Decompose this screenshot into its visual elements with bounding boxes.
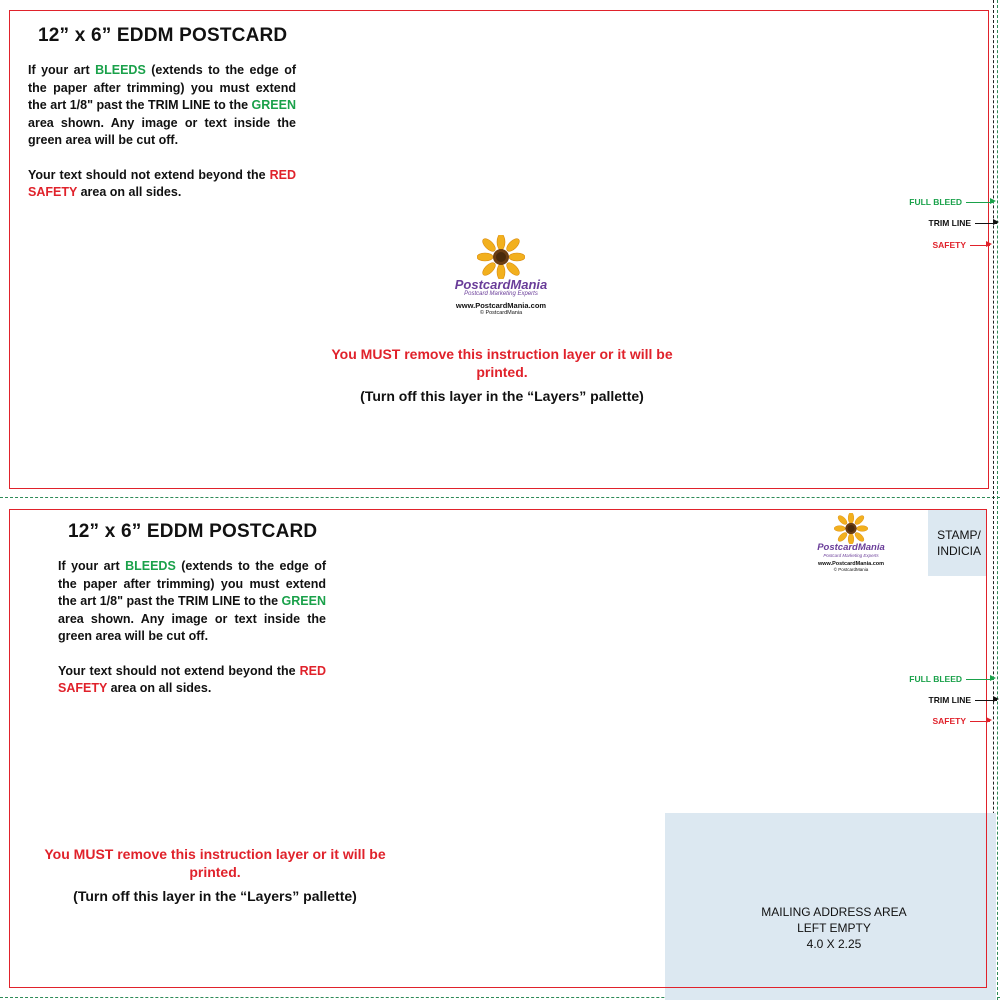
back-bleed-instructions: If your art BLEEDS (extends to the edge of the paper after trimming) you must extend the art 1/8" past the TRIM LINE to the GREEN area shown. Any image or text inside the green area will be cut off.: [58, 559, 326, 643]
logo-brand: PostcardMania: [817, 542, 885, 553]
back-legend-full-bleed: FULL BLEED: [909, 674, 994, 684]
bleed-line-right: [997, 0, 998, 1000]
arrow-icon: [966, 679, 994, 680]
bleeds-highlight: BLEEDS: [95, 63, 146, 77]
back-warning-black: (Turn off this layer in the “Layers” pallette): [73, 888, 357, 904]
logo-tagline: Postcard Marketing Experts: [464, 291, 538, 297]
front-safety-instructions: Your text should not extend beyond the RED SAFETY area on all sides.: [28, 167, 296, 199]
back-title: 12” x 6” EDDM POSTCARD: [68, 521, 318, 542]
front-logo: [446, 235, 556, 316]
logo-copyright: © PostcardMania: [833, 567, 869, 572]
arrow-icon: [975, 700, 997, 701]
logo-copyright: © PostcardMania: [479, 310, 523, 316]
logo-brand: PostcardMania: [454, 277, 548, 292]
front-legend-full-bleed: FULL BLEED: [909, 197, 994, 207]
back-warning-red: You MUST remove this instruction layer or it will be printed.: [44, 846, 386, 880]
arrow-icon: [975, 223, 997, 224]
front-instructions: [28, 62, 296, 219]
red-safety-highlight: RED SAFETY: [28, 167, 296, 199]
logo-url: www.PostcardMania.com: [817, 561, 885, 567]
green-highlight: GREEN: [251, 98, 296, 112]
front-title: 12” x 6” EDDM POSTCARD: [38, 25, 288, 46]
mailing-address-label: MAILING ADDRESS AREA LEFT EMPTY 4.0 X 2.25: [761, 905, 907, 951]
back-instructions: [58, 558, 326, 715]
bleed-line-middle: [0, 497, 1000, 498]
front-warning-black: (Turn off this layer in the “Layers” pallette): [360, 388, 644, 404]
bleeds-highlight: BLEEDS: [125, 559, 176, 573]
back-legend-trim-line: TRIM LINE: [929, 695, 998, 705]
front-warning-red: You MUST remove this instruction layer or it will be printed.: [331, 346, 673, 380]
logo-tagline: Postcard Marketing Experts: [823, 553, 879, 558]
red-safety-highlight: RED SAFETY: [58, 663, 326, 695]
back-warning: [32, 845, 398, 905]
logo-url: www.PostcardMania.com: [455, 301, 547, 310]
back-logo: [812, 513, 890, 572]
back-legend-safety: SAFETY: [932, 716, 990, 726]
front-warning: [320, 345, 684, 405]
green-highlight: GREEN: [281, 594, 326, 608]
back-safety-instructions: Your text should not extend beyond the RED SAFETY area on all sides.: [58, 663, 326, 695]
arrow-icon: [970, 721, 990, 722]
front-legend-trim-line: TRIM LINE: [929, 218, 998, 228]
arrow-icon: [966, 202, 994, 203]
sunflower-icon: [834, 513, 868, 544]
arrow-icon: [970, 245, 990, 246]
front-legend-safety: SAFETY: [932, 240, 990, 250]
front-bleed-instructions: If your art BLEEDS (extends to the edge of the paper after trimming) you must extend the art 1/8" past the TRIM LINE to the GREEN area shown. Any image or text inside the green area will be cut off.: [28, 63, 296, 147]
sunflower-icon: [477, 235, 525, 279]
stamp-indicia-label: STAMP/ INDICIA: [936, 528, 981, 558]
